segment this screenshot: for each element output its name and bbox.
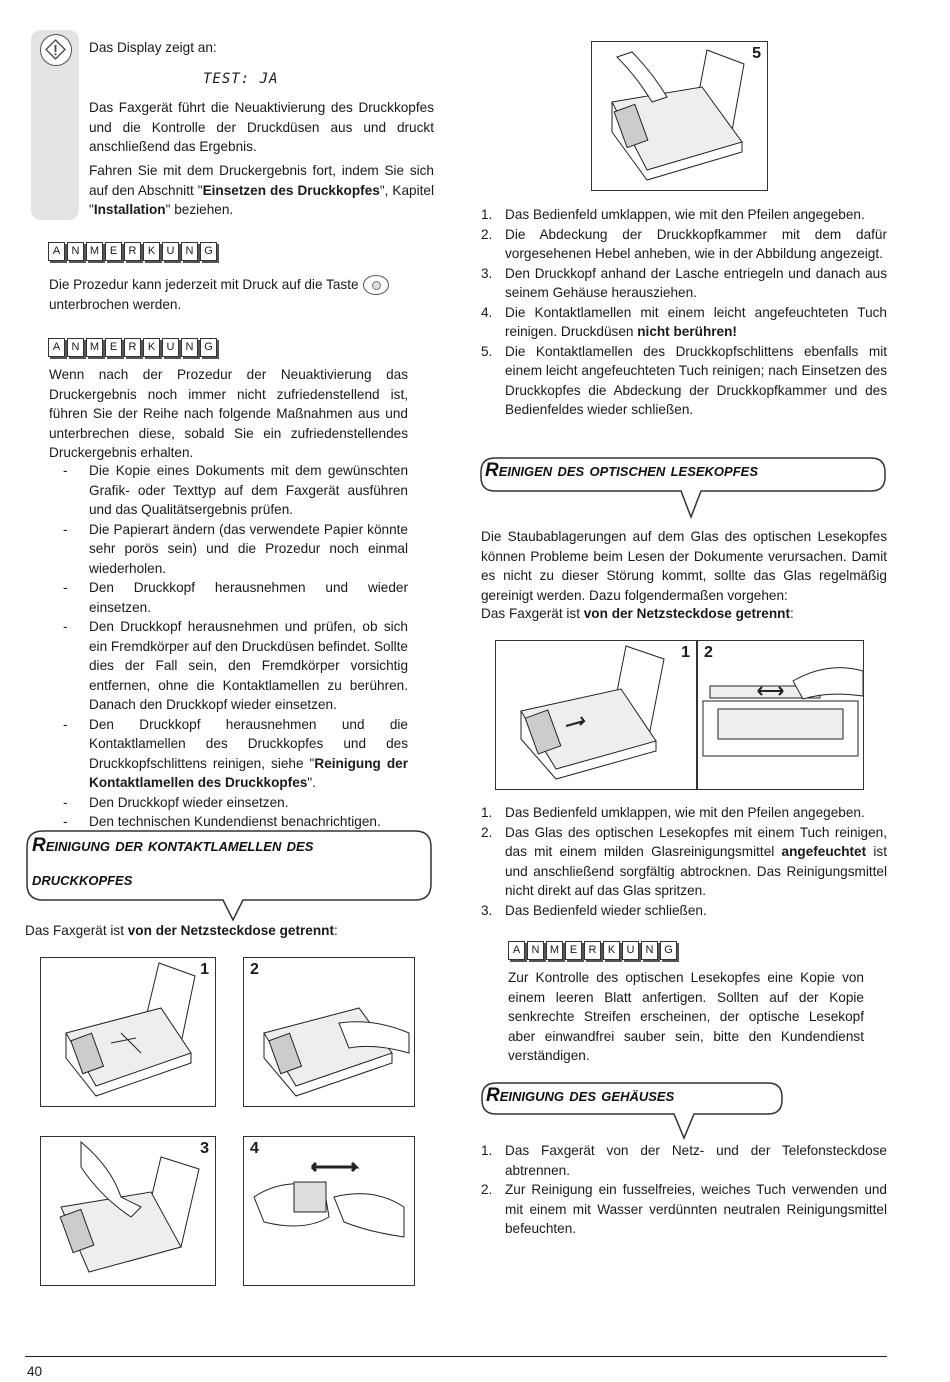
figure-5: 5 xyxy=(591,41,768,191)
figure-3: 3 xyxy=(40,1136,216,1286)
list-item: - Die Papierart ändern (das verwendete Papier könnte sehr porös sein) und die Prozedur noch einmal wiederholen. xyxy=(49,520,408,579)
list-item: - Den Druckkopf herausnehmen und die Kontaktlamellen des Druckkopfes und des Druckkopfschlittens reinigen, siehe "Reinigung der Kontaktlamellen des Druckkopfes". xyxy=(49,715,408,793)
display-intro: Das Display zeigt an: xyxy=(89,40,217,55)
list-item: - Die Kopie eines Dokuments mit dem gewünschten Grafik- oder Texttyp auf dem Faxgerät ausführen und das Qualitätsergebnis prüfen. xyxy=(49,461,408,520)
note1-text: Die Prozedur kann jederzeit mit Druck auf die Taste unterbrochen werden. xyxy=(49,275,419,315)
fax-illustration xyxy=(41,1137,215,1285)
steps-list-optical xyxy=(481,803,887,920)
list-item: 3. Den Druckkopf anhand der Lasche entriegeln und danach aus seinem Gehäuse herausziehen. xyxy=(481,265,887,300)
section-title-line1: Reinigung der kontaktlamellen des xyxy=(32,835,314,856)
stop-key-icon xyxy=(363,275,389,295)
fax-illustration xyxy=(41,958,215,1106)
note-heading-3: A N M E R K U N G xyxy=(508,941,677,960)
measures-list xyxy=(49,461,408,832)
list-item: 5. Die Kontaktlamellen des Druckkopfschlittens ebenfalls mit einem leicht angefeuchteten Tuch reinigen; nach Einsetzen des Druckkopfes die Abdeckung der Druckkopfkammer und des Bedienfeldes wieder schließen. xyxy=(481,343,887,417)
footer-rule xyxy=(25,1356,887,1357)
info-icon xyxy=(40,34,72,66)
section-heading-housing xyxy=(480,1080,786,1142)
list-item: 2. Das Glas des optischen Lesekopfes mit einem Tuch reinigen, das mit einem milden Glasreinigungsmittel angefeuchtet ist und anschließend sorgfältig abtrocknen. Das Reinigungsmittel nicht direkt auf das Glas spritzen. xyxy=(481,824,887,898)
list-item: 1. Das Faxgerät von der Netz- und der Telefonsteckdose abtrennen. xyxy=(481,1143,887,1178)
printhead-cleaning-illustration xyxy=(244,1137,414,1285)
list-item: 2. Die Abdeckung der Druckkopfkammer mit dem dafür vorgesehenen Hebel anheben, wie in der Abbildung angezeigt. xyxy=(481,226,887,261)
steps-list-housing xyxy=(481,1141,887,1239)
note-heading-1: A N M E R K U N G xyxy=(48,242,217,261)
list-item: 4. Die Kontaktlamellen mit einem leicht angefeuchteten Tuch reinigen. Druckdüsen nicht berühren! xyxy=(481,304,887,339)
note2-intro: Wenn nach der Prozedur der Neuaktivierung das Druckergebnis noch immer nicht zufriedenstellend ist, führen Sie der Reihe nach folgende Maßnahmen aus und unterbrechen diese, sobald Sie ein zufriedenstellendes Druckergebnis erhalten. xyxy=(49,367,408,460)
section1-intro: Das Faxgerät ist von der Netzsteckdose getrennt: xyxy=(25,923,338,938)
fax-illustration xyxy=(244,958,414,1106)
note3-text: Zur Kontrolle des optischen Lesekopfes eine Kopie von einem leeren Blatt anfertigen. Sollten auf der Kopie senkrechte Streifen erscheinen, der optische Lesekopf aber einwandfrei sauber sein, bitte den Kundendienst verständigen. xyxy=(508,970,864,1063)
section2-intro: Die Staubablagerungen auf dem Glas des optischen Lesekopfes können Probleme beim Lesen der Dokumente verursachen. Damit es nicht zu dieser Störung kommt, sollte das Glas regelmäßig gereinigt werden. Dazu folgendermaßen vorgehen: xyxy=(481,529,887,603)
list-item: - Den technischen Kundendienst benachrichtigen. xyxy=(49,812,408,832)
list-item: - Den Druckkopf herausnehmen und wieder einsetzen. xyxy=(49,578,408,617)
section2-intro2: Das Faxgerät ist von der Netzsteckdose getrennt: xyxy=(481,606,794,621)
list-item: 2. Zur Reinigung ein fusselfreies, weiches Tuch verwenden und mit einem mit Wasser verdünnten neutralen Reinigungsmittel befeuchten. xyxy=(481,1182,887,1236)
lcd-readout: TEST: JA xyxy=(203,71,279,87)
list-item: - Den Druckkopf herausnehmen und prüfen, ob sich ein Fremdkörper auf den Druckdüsen befindet. Sollte dies der Fall sein, den Fremdkörper vorsichtig entfernen, ohne die Kontaktlamellen zu berühren. Danach den Druckkopf wieder einsetzen. xyxy=(49,617,408,715)
figure-4: 4 xyxy=(243,1136,415,1286)
fax-illustration xyxy=(592,42,767,190)
section-title: Reinigen des optischen lesekopfes xyxy=(485,460,758,481)
list-item: 3. Das Bedienfeld wieder schließen. xyxy=(481,902,707,918)
figure-optical-2: 2 xyxy=(697,640,864,790)
section-heading-optical xyxy=(479,455,889,525)
page-number: 40 xyxy=(27,1364,43,1379)
fax-illustration xyxy=(496,641,696,789)
fax-open-illustration xyxy=(698,641,863,789)
section-heading-contacts xyxy=(25,828,435,923)
list-item: - Den Druckkopf wieder einsetzen. xyxy=(49,793,408,813)
paragraph-continue: Fahren Sie mit dem Druckergebnis fort, indem Sie sich auf den Abschnitt "Einsetzen des Druckkopfes", Kapitel "Installation" beziehen. xyxy=(89,163,434,217)
figure-1: 1 xyxy=(40,957,216,1107)
paragraph-reactivation: Das Faxgerät führt die Neuaktivierung des Druckkopfes und die Kontrolle der Druckdüsen aus und druckt anschließend das Ergebnis. xyxy=(89,100,434,154)
list-item: 1. Das Bedienfeld umklappen, wie mit den Pfeilen angegeben. xyxy=(481,207,865,222)
list-item: 1. Das Bedienfeld umklappen, wie mit den Pfeilen angegeben. xyxy=(481,805,865,820)
section-title: Reinigung des gehäuses xyxy=(486,1085,675,1106)
figure-2: 2 xyxy=(243,957,415,1107)
figure-optical-1: 1 xyxy=(495,640,697,790)
note-heading-2: A N M E R K U N G xyxy=(48,338,217,357)
steps-list-contacts xyxy=(481,205,887,420)
section-title-line2: druckkopfes xyxy=(32,869,133,890)
